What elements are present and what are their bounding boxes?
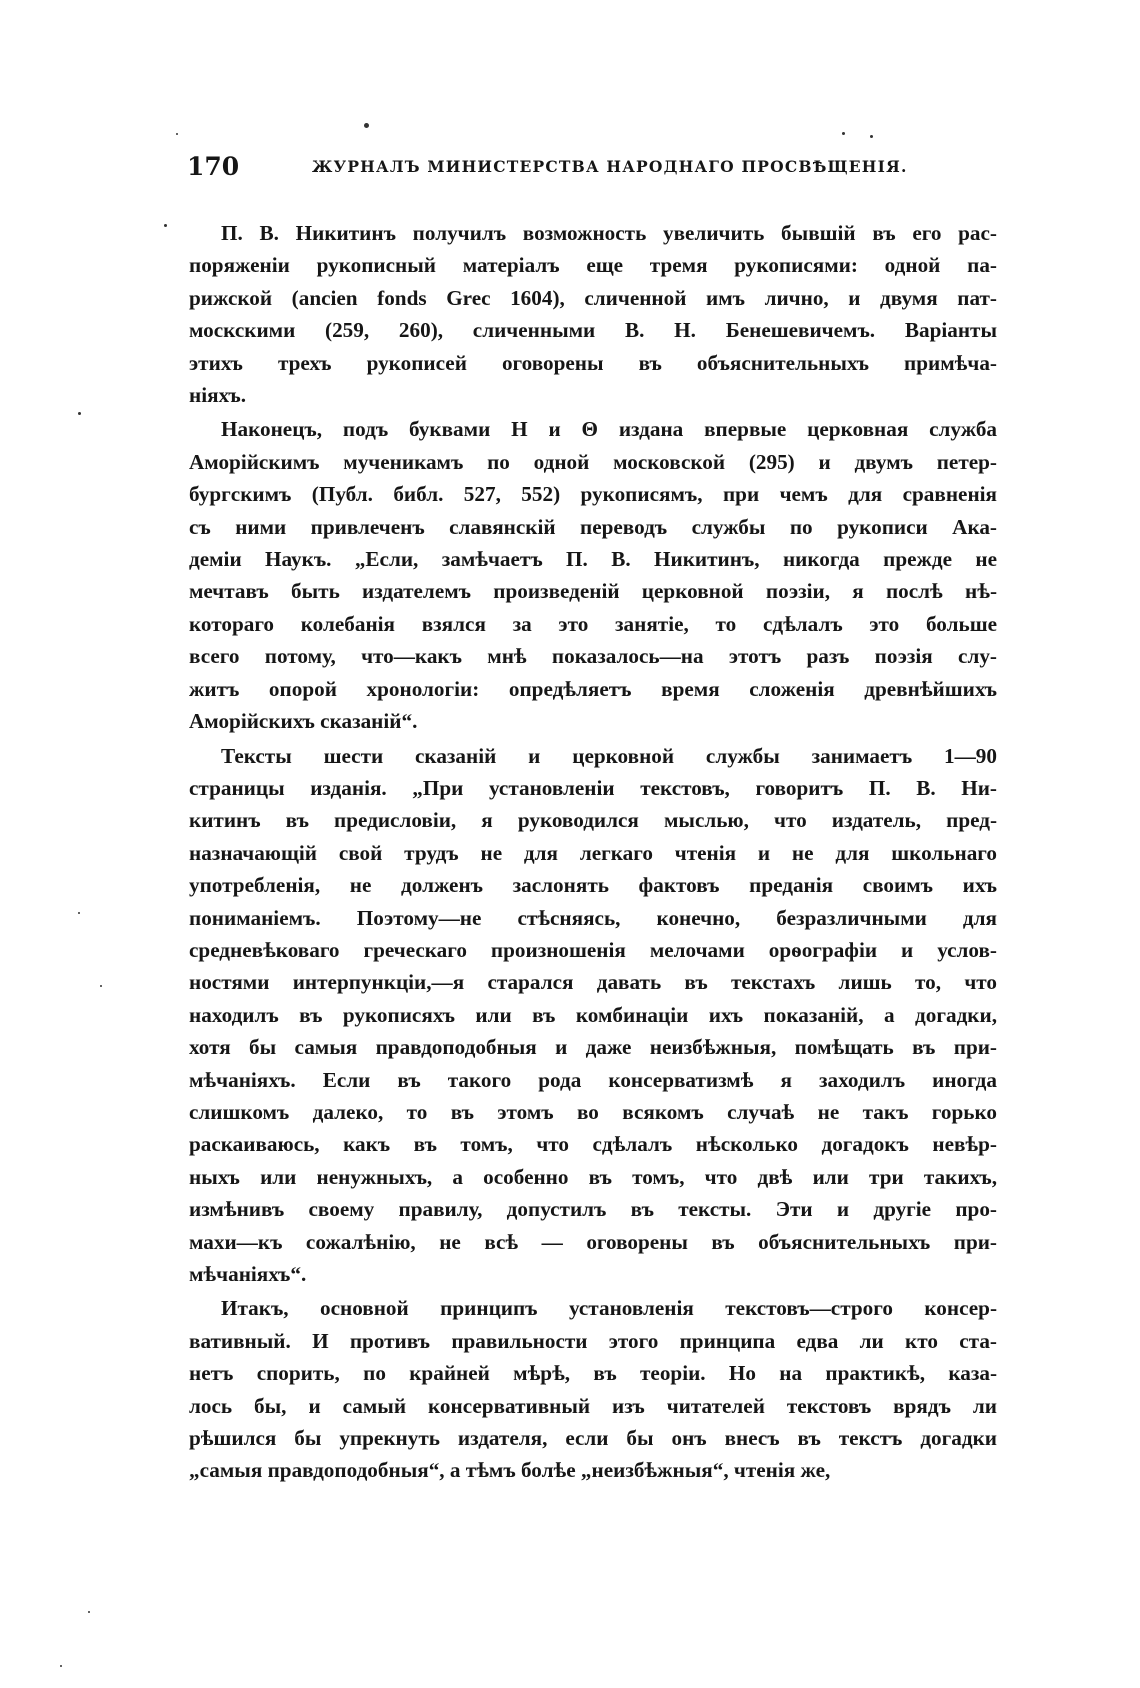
- paragraph: [189, 1292, 997, 1486]
- body-text: [189, 217, 997, 1489]
- text-line: П. В. Никитинъ получилъ возможность увеличить бывшій въ его рас-: [221, 221, 997, 245]
- text-line: житъ опорой хронологіи: опредѣляетъ время сложенія древнѣйшихъ: [189, 676, 997, 701]
- text-line: бургскимъ (Публ. библ. 527, 552) рукописямъ, при чемъ для сравненія: [189, 482, 997, 507]
- text-line: рижской (ancien fonds Grec 1604), сличенной имъ лично, и двумя пат-: [189, 285, 997, 310]
- paragraph: [189, 413, 997, 737]
- text-line: Итакъ, основной принципъ установленія текстовъ—строго консер-: [221, 1296, 997, 1321]
- text-line: Тексты шести сказаній и церковной службы занимаетъ 1—90: [221, 743, 997, 768]
- text-line: съ ними привлеченъ славянскій переводъ службы по рукописи Ака-: [189, 514, 997, 539]
- text-line: москскими (259, 260), сличенными В. Н. Бенешевичемъ. Варіанты: [189, 318, 997, 343]
- scan-speck: [842, 132, 845, 135]
- text-line: назначающій свой трудъ не для легкаго чтенія и не для школьнаго: [189, 840, 997, 865]
- text-line: слишкомъ далеко, то въ этомъ во всякомъ случаѣ не такъ горько: [189, 1099, 997, 1124]
- text-line: поряженіи рукописный матеріалъ еще тремя рукописями: одной па-: [189, 253, 997, 278]
- text-line: мѣчаніяхъ“.: [189, 1262, 307, 1286]
- scan-speck: [100, 985, 102, 987]
- text-line: нетъ спорить, по крайней мѣрѣ, въ теоріи. Но на практикѣ, каза-: [189, 1361, 997, 1386]
- text-line: „самыя правдоподобныя“, а тѣмъ болѣе „неизбѣжныя“, чтенія же,: [189, 1458, 831, 1483]
- text-line: ныхъ или ненужныхъ, а особенно въ томъ, что двѣ или три такихъ,: [189, 1164, 997, 1189]
- text-line: страницы изданія. „При установленіи текстовъ, говоритъ П. В. Ни-: [189, 775, 997, 800]
- text-line: измѣнивъ своему правилу, допустилъ въ тексты. Эти и другіе про-: [189, 1197, 997, 1222]
- text-line: Наконецъ, подъ буквами Н и Θ издана впервые церковная служба: [221, 417, 997, 442]
- running-header: [187, 152, 1000, 192]
- text-line: Аморійскихъ сказаній“.: [189, 709, 418, 734]
- text-line: мечтавъ быть издателемъ произведеній церковной поэзіи, я послѣ нѣ-: [189, 579, 997, 604]
- scan-speck: [164, 224, 167, 227]
- text-line: ностями интерпункціи,—я старался давать въ текстахъ лишь то, что: [189, 970, 997, 995]
- scan-speck: [870, 135, 873, 138]
- scan-speck: [60, 1665, 62, 1667]
- text-line: этихъ трехъ рукописей оговорены въ объяснительныхъ примѣча-: [189, 350, 997, 375]
- text-line: Аморійскимъ мученикамъ по одной московской (295) и двумъ петер-: [189, 449, 997, 474]
- text-line: средневѣковаго греческаго произношенія мелочами орѳографіи и услов-: [189, 937, 997, 962]
- running-title: ЖУРНАЛЪ МИНИСТЕРСТВА НАРОДНАГО ПРОСВѢЩЕНІЯ.: [312, 157, 908, 176]
- page-number: 170: [187, 152, 240, 181]
- text-line: пониманіемъ. Поэтому—не стѣсняясь, конечно, безразличными для: [189, 905, 997, 930]
- text-line: деміи Наукъ. „Если, замѣчаетъ П. В. Никитинъ, никогда прежде не: [189, 547, 997, 572]
- text-line: находилъ въ рукописяхъ или въ комбинаціи ихъ показаній, а догадки,: [189, 1002, 997, 1027]
- text-line: употребленія, не долженъ заслонять фактовъ преданія своимъ ихъ: [189, 873, 997, 898]
- scan-speck: [88, 1611, 90, 1613]
- text-line: всего потому, что—какъ мнѣ показалось—на этотъ разъ поэзія слу-: [189, 644, 997, 669]
- text-line: китинъ въ предисловіи, я руководился мыслью, что издатель, пред-: [189, 808, 997, 833]
- text-line: раскаиваюсь, какъ въ томъ, что сдѣлалъ нѣсколько догадокъ невѣр-: [189, 1132, 997, 1157]
- text-line: ніяхъ.: [189, 383, 246, 408]
- scan-speck: [364, 123, 369, 128]
- paragraph: [189, 740, 997, 1291]
- text-line: рѣшился бы упрекнуть издателя, если бы онъ внесъ въ текстъ догадки: [189, 1426, 997, 1451]
- scan-speck: [78, 912, 80, 914]
- text-line: лось бы, и самый консервативный изъ читателей текстовъ врядъ ли: [189, 1393, 997, 1418]
- text-line: вативный. И противъ правильности этого принципа едва ли кто ста-: [189, 1328, 997, 1353]
- text-line: махи—къ сожалѣнію, не всѣ — оговорены въ объяснительныхъ при-: [189, 1229, 997, 1254]
- paragraph: [189, 217, 997, 411]
- scan-speck: [176, 133, 178, 135]
- text-line: мѣчаніяхъ. Если въ такого рода консерватизмѣ я заходилъ иногда: [189, 1067, 997, 1092]
- scan-speck: [78, 412, 81, 415]
- text-line: хотя бы самыя правдоподобныя и даже неизбѣжныя, помѣщать въ при-: [189, 1035, 997, 1060]
- text-line: котораго колебанія взялся за это занятіе, то сдѣлалъ это больше: [189, 611, 997, 636]
